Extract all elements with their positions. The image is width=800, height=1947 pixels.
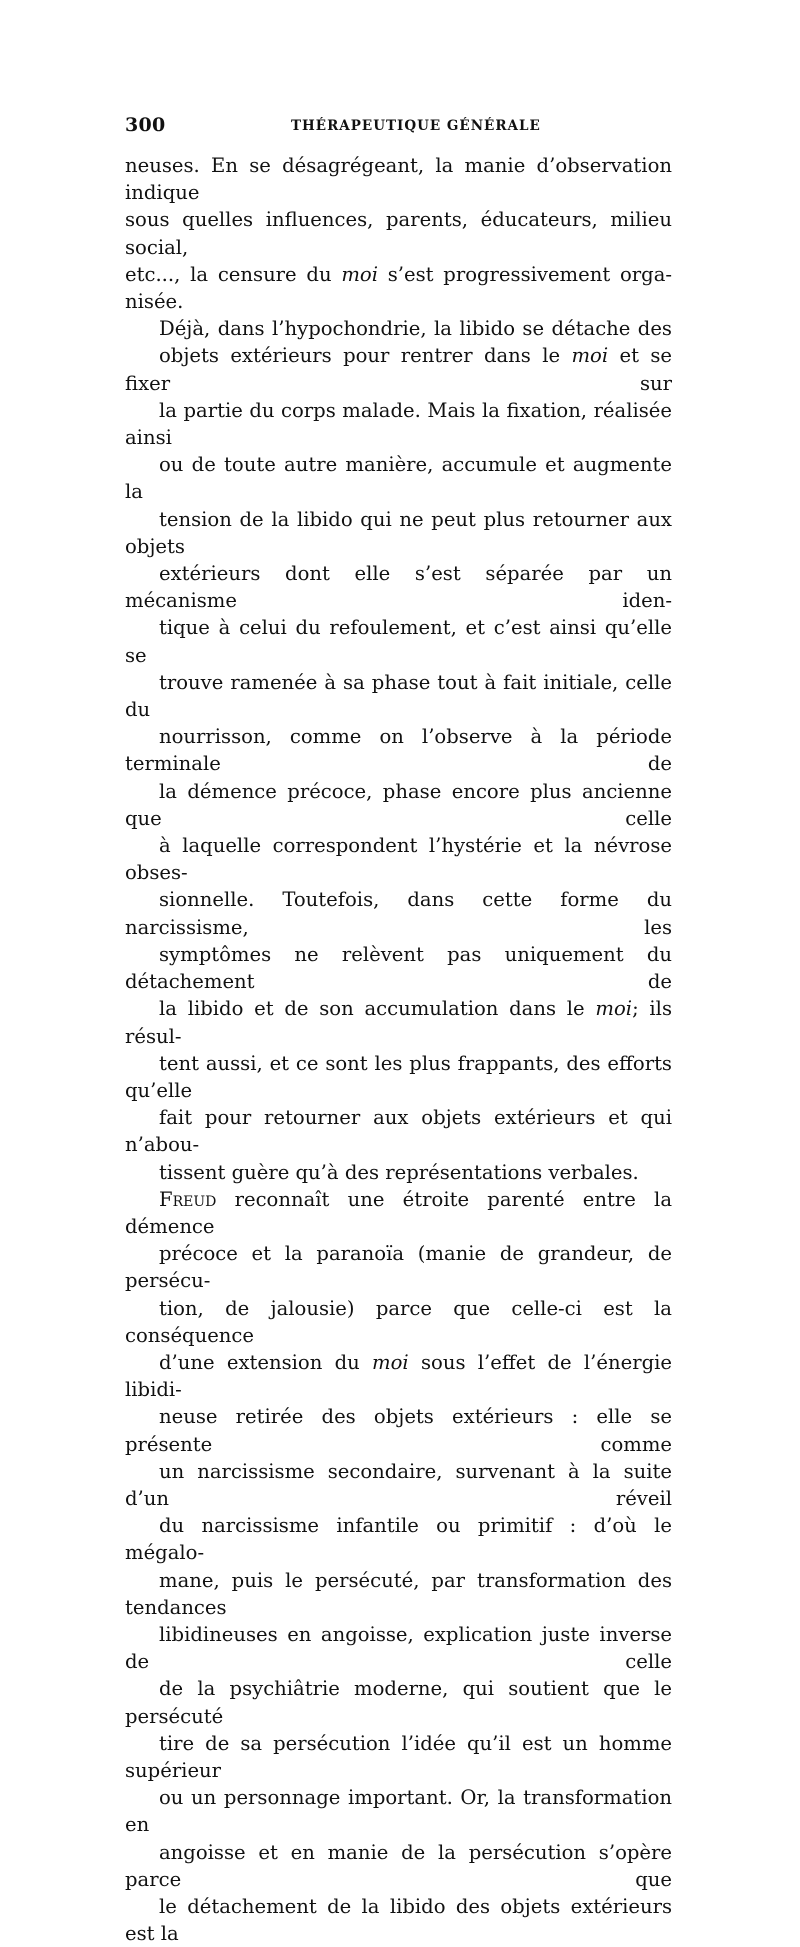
italic-word: moi [571,344,609,368]
text-line: du narcissisme infantile ou primitif : d’où le mégalo- [125,1514,672,1565]
text-line: neuse retirée des objets extérieurs : elle se présente comme [125,1405,672,1456]
running-head: THÉRAPEUTIQUE GÉNÉRALE [291,118,541,134]
italic-word: moi [372,1350,409,1374]
text-line: mane, puis le persécuté, par transformation des tendances [125,1568,672,1619]
text-line: libidineuses en angoisse, explication juste inverse de celle [125,1622,672,1674]
text-line: tent aussi, et ce sont les plus frappants, des efforts qu’elle [125,1051,672,1102]
body-text [125,152,672,1947]
text-line: sous quelles influences, parents, éducateurs, milieu social, [125,208,672,259]
text-line: un narcissisme secondaire, survenant à la suite d’un réveil [125,1459,672,1510]
text-line: précoce et la paranoïa (manie de grandeur, de persécu- [125,1242,672,1293]
paragraph-3 [125,1186,672,1947]
text-line: tension de la libido qui ne peut plus retourner aux objets [125,507,672,558]
text-line: ou un personnage important. Or, la transformation en [125,1786,672,1837]
text-line: le détachement de la libido des objets extérieurs est la [125,1895,672,1946]
text-line: tire de sa persécution l’idée qu’il est un homme supérieur [125,1731,672,1782]
text-line: trouve ramenée à sa phase tout à fait initiale, celle du [125,670,672,722]
author-name: Freud [159,1187,217,1211]
text-line: la libido et de son accumulation dans le moi; ils résul- [125,997,672,1048]
text-line: etc..., la censure du moi s’est progressivement orga- [125,262,672,286]
text-line: sionnelle. Toutefois, dans cette forme du narcissisme, les [125,888,672,939]
page-header [125,114,672,146]
text-line: tion, de jalousie) parce que celle-ci est la conséquence [125,1296,672,1347]
text-line: objets extérieurs pour rentrer dans le moi et se fixer sur [125,344,673,395]
text-line: la partie du corps malade. Mais la fixation, réalisée ainsi [125,398,672,450]
text-line: la démence précoce, phase encore plus ancienne que celle [125,779,672,830]
paragraph-2 [125,315,672,1186]
text-line: tissent guère qu’à des représentations verbales. [159,1160,639,1184]
page-number: 300 [125,114,166,136]
italic-word: moi [341,262,378,286]
text-line: tique à celui du refoulement, et c’est ainsi qu’elle se [125,616,672,667]
text-line: fait pour retourner aux objets extérieurs et qui n’abou- [125,1106,672,1157]
text-line: symptômes ne relèvent pas uniquement du détachement de [125,942,672,994]
text-line: angoisse et en manie de la persécution s’opère parce que [125,1840,672,1891]
text-line: neuses. En se désagrégeant, la manie d’observation indique [125,154,672,205]
text-line: d’une extension du moi sous l’effet de l’énergie libidi- [125,1350,672,1402]
text-line: nisée. [125,290,184,314]
text-line: à laquelle correspondent l’hystérie et la névrose obses- [125,834,672,885]
text-line: nourrisson, comme on l’observe à la période terminale de [125,725,672,776]
text-line: Freud reconnaît une étroite parenté entre la démence [125,1187,672,1238]
text-line: extérieurs dont elle s’est séparée par un mécanisme iden- [125,562,672,613]
text-line: de la psychiâtrie moderne, qui soutient que le persécuté [125,1677,672,1728]
text-line: Déjà, dans l’hypochondrie, la libido se détache des [159,317,672,341]
italic-word: moi [595,997,633,1021]
text-line: ou de toute autre manière, accumule et augmente la [125,453,672,504]
paragraph-1 [125,152,672,315]
